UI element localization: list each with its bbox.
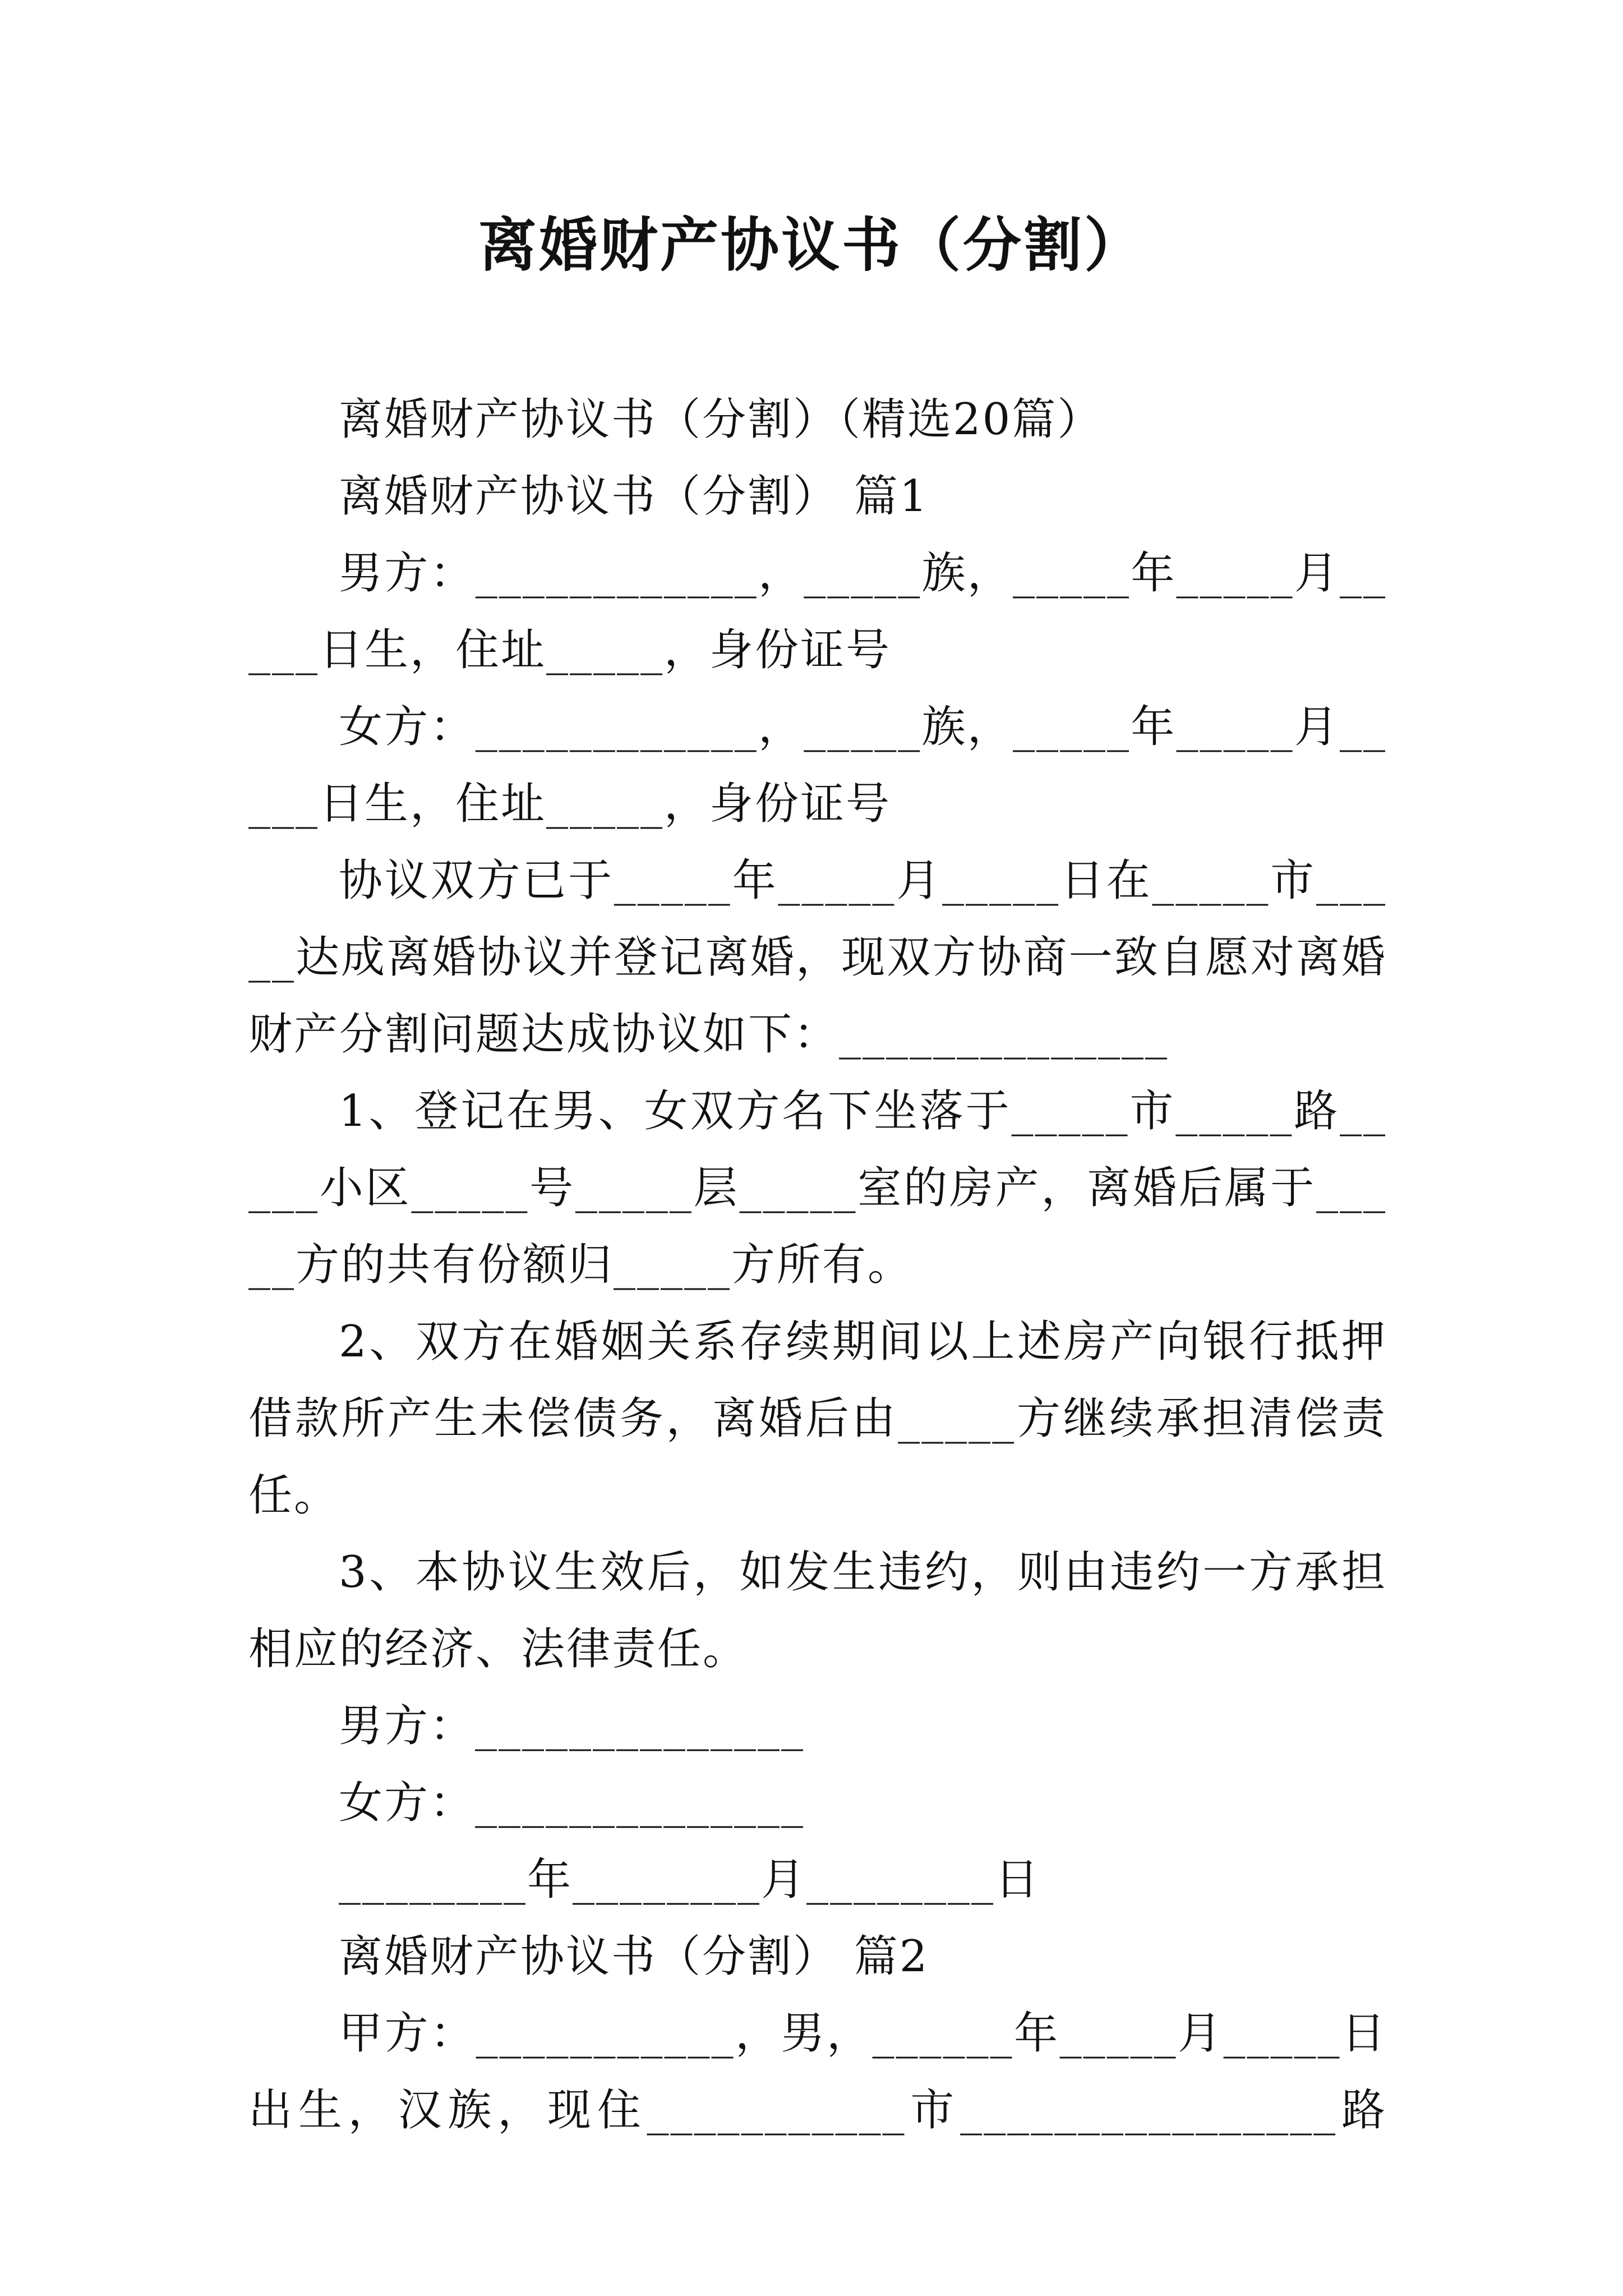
collection-heading: 离婚财产协议书（分割）（精选20篇） <box>339 394 1103 445</box>
male-party-info: 男方：____________，_____族，_____年_____月_____日生，住址_____，身份证号 <box>248 548 1387 675</box>
section-heading-2: 离婚财产协议书（分割） 篇2 <box>339 1931 929 1982</box>
female-signature-line: 女方：______________ <box>339 1778 805 1828</box>
signing-date-line: ________年________月________日 <box>339 1855 1041 1905</box>
clause-1: 1、登记在男、女双方名下坐落于_____市_____路_____小区_____号_____层_____室的房产，离婚后属于_____方的共有份额归_____方所有。 <box>248 1086 1387 1290</box>
clause-2: 2、双方在婚姻关系存续期间以上述房产向银行抵押借款所产生未偿债务，离婚后由_____方继续承担清偿责任。 <box>248 1317 1387 1521</box>
party-a-info: 甲方：___________，男，______年_____月_____日出生，汉族，现住___________市________________路 <box>248 2008 1387 2136</box>
clause-3: 3、本协议生效后，如发生违约，则由违约一方承担相应的经济、法律责任。 <box>248 1547 1387 1674</box>
male-signature-line: 男方：______________ <box>339 1701 805 1751</box>
document-title: 离婚财产协议书（分割） <box>478 210 1145 279</box>
section-heading-1: 离婚财产协议书（分割） 篇1 <box>339 471 929 522</box>
document-body <box>248 381 1387 2149</box>
agreement-intro: 协议双方已于_____年_____月_____日在_____市_____达成离婚协议并登记离婚，现双方协商一致自愿对离婚财产分割问题达成协议如下：______________ <box>248 855 1387 1060</box>
female-party-info: 女方：____________，_____族，_____年_____月_____日生，住址_____，身份证号 <box>248 702 1387 829</box>
